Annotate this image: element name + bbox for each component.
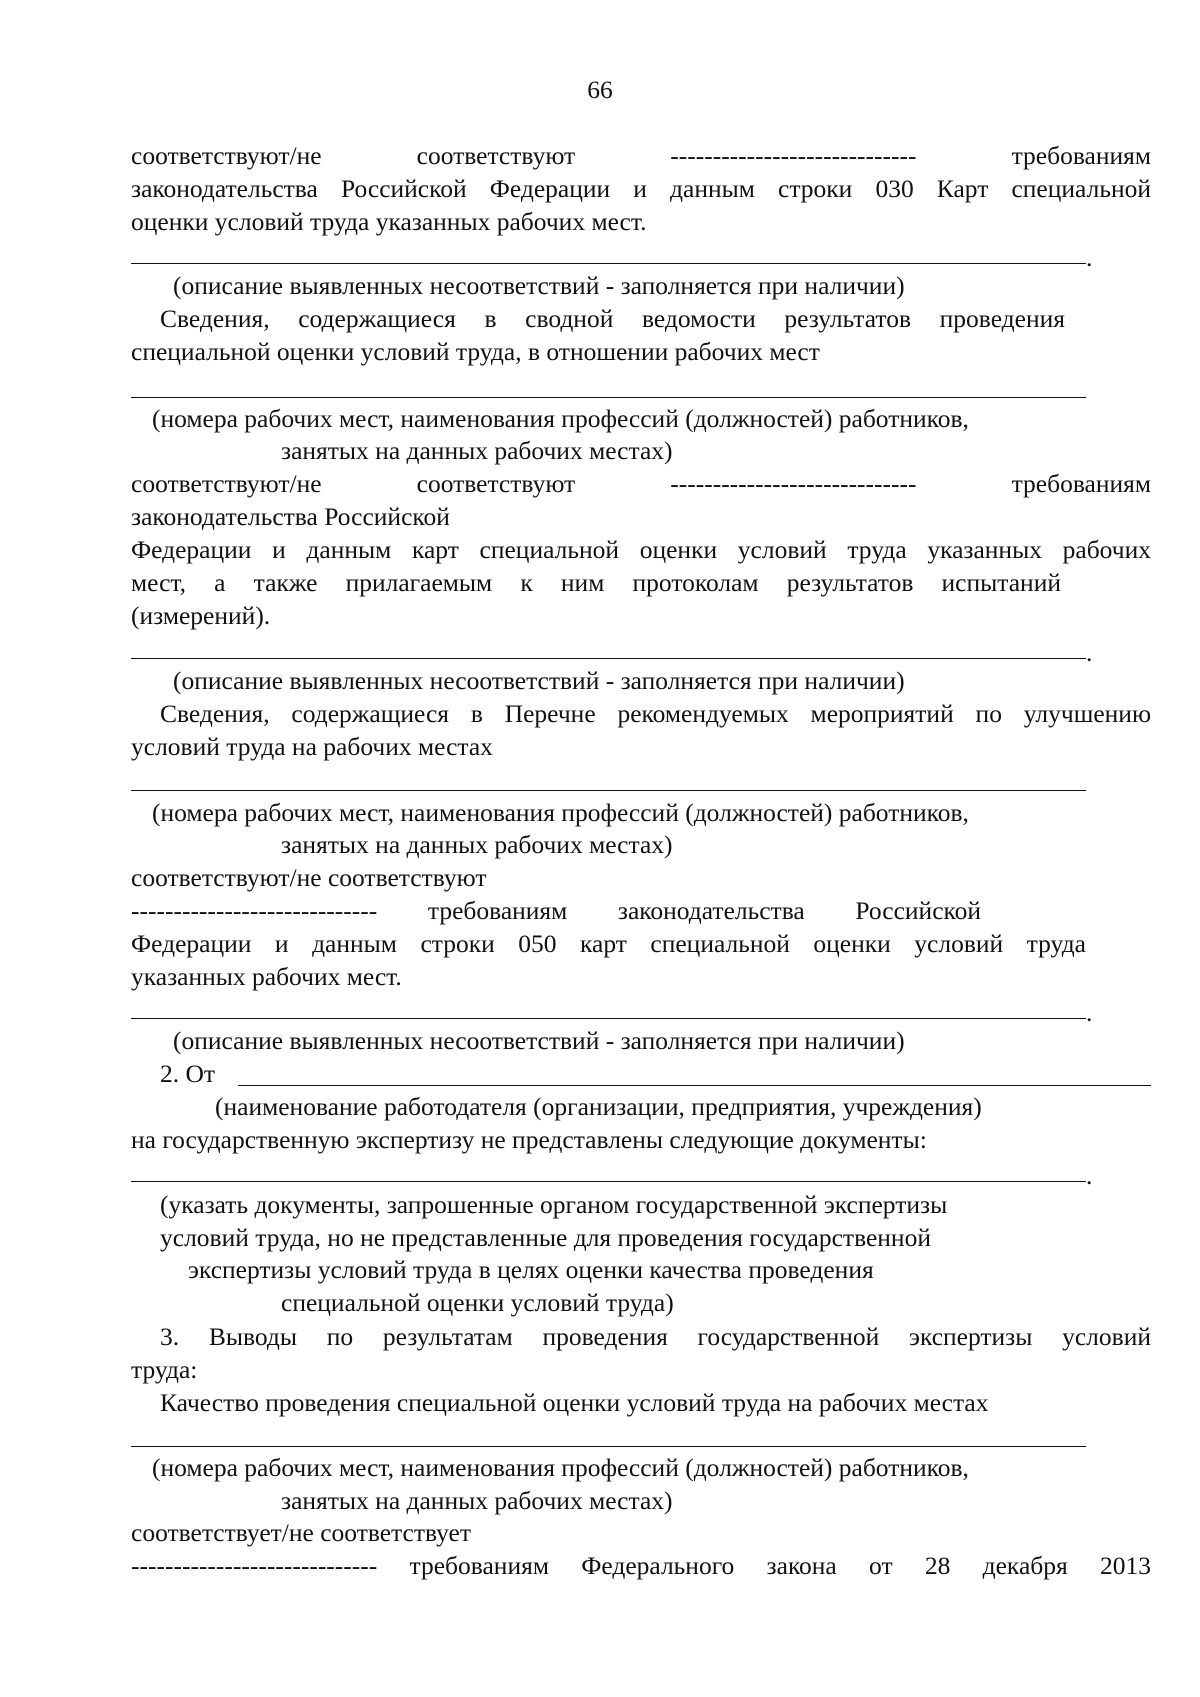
text-line: законодательства Российской [131, 502, 450, 531]
text-line: соответствуют/не соответствуют ----------------------------- требованиям [131, 469, 1151, 498]
caption: (номера рабочих мест, наименования профессий (должностей) работников, [152, 798, 969, 827]
fill-in-line [131, 397, 1086, 398]
text-line: ----------------------------- требованиям Федерального закона от 28 декабря 2013 [131, 1551, 1151, 1580]
line-end-period: . [1086, 998, 1093, 1027]
text-line: соответствуют/не соответствуют ----------------------------- требованиям [131, 141, 1151, 170]
caption: экспертизы условий труда в целях оценки качества проведения [188, 1255, 874, 1284]
caption: (номера рабочих мест, наименования профессий (должностей) работников, [152, 404, 969, 433]
caption: (описание выявленных несоответствий - заполняется при наличии) [173, 666, 905, 695]
line-end-period: . [1086, 1161, 1093, 1190]
text-line: труда: [131, 1355, 198, 1384]
text-line: (измерений). [131, 601, 271, 630]
text-line: Федерации и данным строки 050 карт специальной оценки условий труда [131, 929, 1086, 958]
caption: (номера рабочих мест, наименования профессий (должностей) работников, [152, 1453, 969, 1482]
fill-in-line [131, 1446, 1086, 1447]
employer-name-field [238, 1085, 1151, 1086]
text-line: Сведения, содержащиеся в Перечне рекомендуемых мероприятий по улучшению [160, 699, 1151, 728]
caption: (наименование работодателя (организации, предприятия, учреждения) [215, 1092, 982, 1121]
text-line: условий труда на рабочих местах [131, 732, 493, 761]
text-line: оценки условий труда указанных рабочих мест. [131, 207, 647, 236]
text-line: соответствует/не соответствует [131, 1518, 472, 1547]
caption: занятых на данных рабочих местах) [281, 830, 673, 859]
text-line: ----------------------------- требованиям законодательства Российской [131, 896, 981, 925]
text-line: Качество проведения специальной оценки условий труда на рабочих местах [160, 1388, 989, 1417]
caption: занятых на данных рабочих местах) [281, 436, 673, 465]
fill-in-line [131, 1181, 1086, 1182]
fill-in-line [131, 1018, 1086, 1019]
text-line: законодательства Российской Федерации и данным строки 030 Карт специальной [131, 174, 1151, 203]
text-line: указанных рабочих мест. [131, 962, 402, 991]
text-line: мест, а также прилагаемым к ним протоколам результатов испытаний [131, 568, 1061, 597]
caption: (описание выявленных несоответствий - заполняется при наличии) [173, 1026, 905, 1055]
caption: (описание выявленных несоответствий - заполняется при наличии) [173, 271, 905, 300]
fill-in-line [131, 658, 1086, 659]
fill-in-line [131, 263, 1086, 264]
line-end-period: . [1086, 243, 1093, 272]
page-number: 66 [587, 75, 613, 104]
line-end-period: . [1086, 638, 1093, 667]
text-line: Сведения, содержащиеся в сводной ведомости результатов проведения [160, 304, 1065, 333]
text-line: Федерации и данным карт специальной оценки условий труда указанных рабочих [131, 535, 1151, 564]
section-2-label: 2. От [160, 1059, 216, 1088]
text-line: соответствуют/не соответствуют [131, 863, 487, 892]
text-line: на государственную экспертизу не представлены следующие документы: [131, 1125, 927, 1154]
caption: специальной оценки условий труда) [281, 1288, 674, 1317]
caption: (указать документы, запрошенные органом государственной экспертизы [160, 1190, 948, 1219]
section-3-heading: 3. Выводы по результатам проведения государственной экспертизы условий [160, 1322, 1151, 1351]
fill-in-line [131, 790, 1086, 791]
caption: условий труда, но не представленные для проведения государственной [160, 1223, 931, 1252]
caption: занятых на данных рабочих местах) [281, 1486, 673, 1515]
text-line: специальной оценки условий труда, в отношении рабочих мест [131, 337, 820, 366]
